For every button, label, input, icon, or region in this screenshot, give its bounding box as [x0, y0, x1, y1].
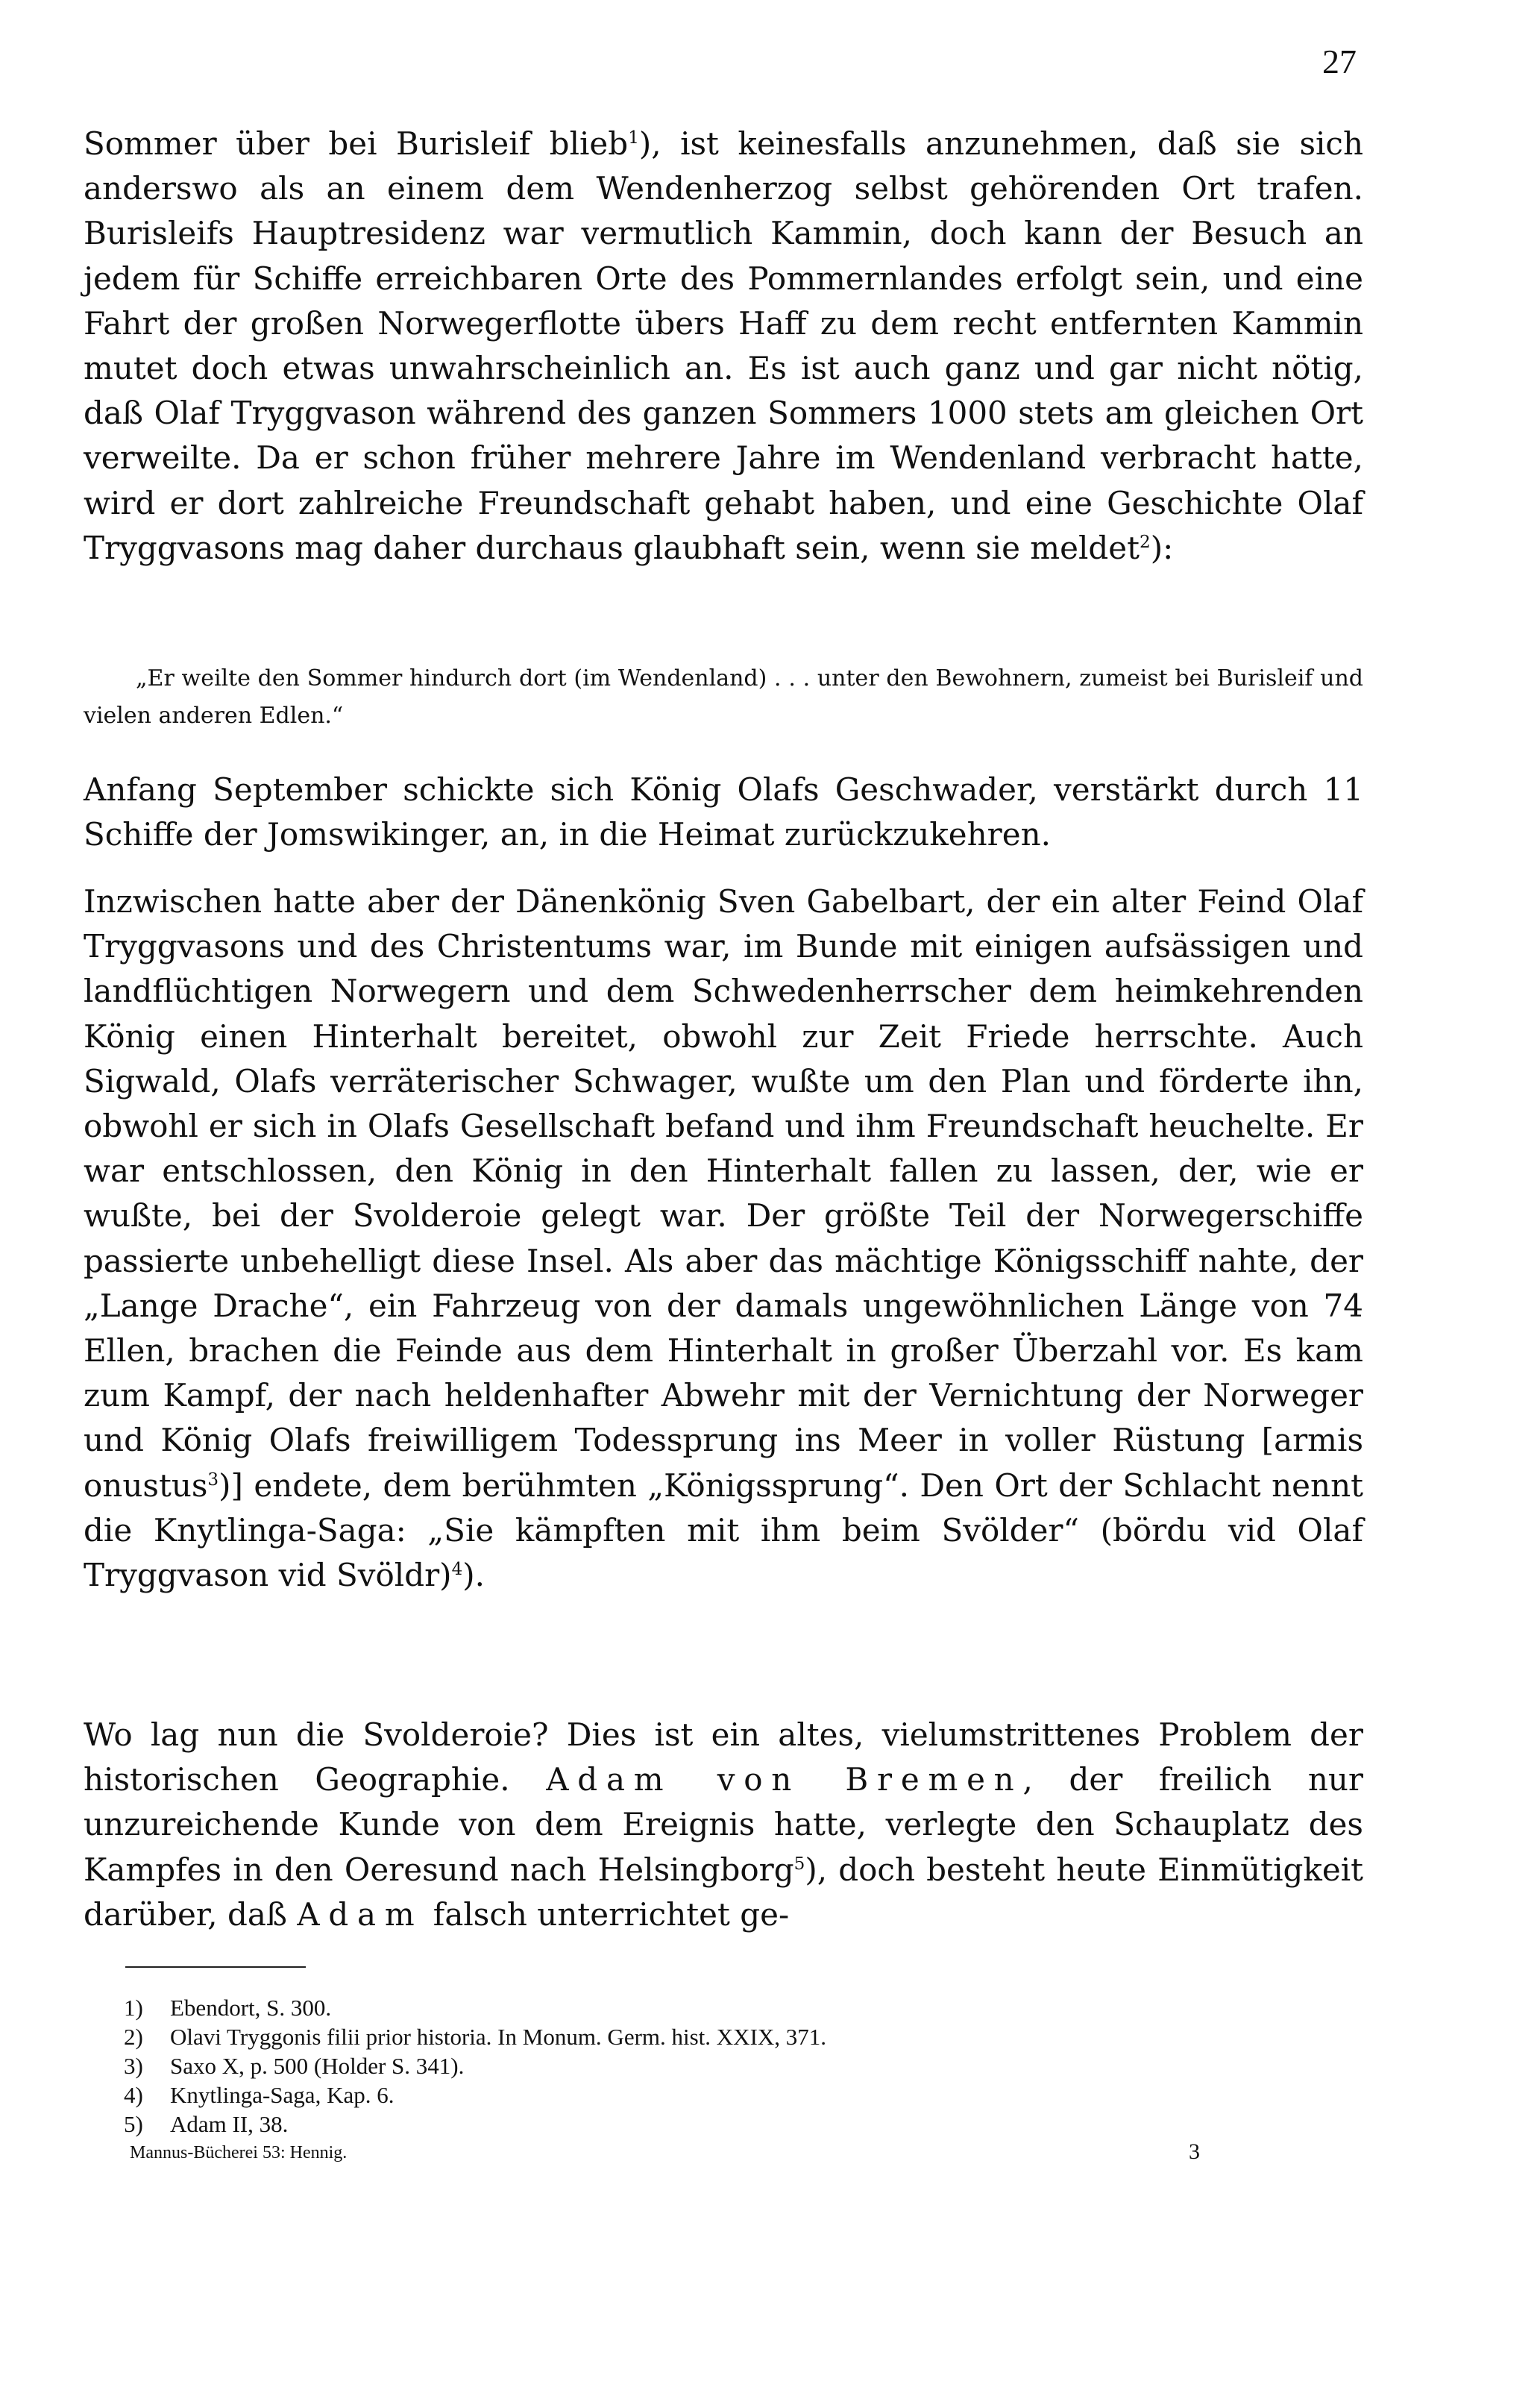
author-name-adam-von-bremen: Adam von Bremen [546, 1761, 1023, 1798]
footnote-mark: 4) [124, 2082, 143, 2108]
footnote-ref-5: 5 [793, 1854, 805, 1874]
paragraph-3 [84, 879, 1363, 1598]
page-number: 27 [1322, 43, 1357, 81]
footnote-text: Knytlinga-Saga, Kap. 6. [170, 2082, 395, 2108]
footnote-text: Olavi Tryggonis filii prior historia. In Monum. Germ. hist. XXIX, 371. [170, 2024, 827, 2050]
paragraph-4-text-d: falsch unterrichtet ge- [423, 1895, 790, 1933]
footnote-mark: 3) [124, 2053, 143, 2079]
paragraph-1 [84, 122, 1363, 571]
footnote-1 [124, 1993, 1242, 2022]
paragraph-3-text-c: ). [462, 1557, 485, 1594]
paragraph-3-text-b: )] endete, dem berühmten „Königssprung“. Den Ort der Schlacht nennt die Knytlinga-Saga: „Sie kämpften mit ihm beim Svölder“ (bördu vid Olaf Tryggvason vid Svöldr) [84, 1467, 1363, 1594]
signature-mark: 3 [1189, 2139, 1200, 2164]
footnote-3 [124, 2051, 1242, 2080]
paragraph-1-text-a: Sommer über bei Burisleif blieb [84, 125, 629, 162]
footnote-mark: 2) [124, 2024, 143, 2050]
footnote-mark: 1) [124, 1995, 143, 2021]
paragraph-4-text-a: Wo lag nun die Svolderoie? Dies ist ein altes, vielumstrittenes Problem der historischen Geographie. [84, 1716, 1363, 1798]
footnote-ref-3: 3 [207, 1469, 219, 1490]
footnote-divider [125, 1966, 306, 1968]
paragraph-2: Anfang September schickte sich König Olafs Geschwader, verstärkt durch 11 Schiffe der Jomswikinger, an, in die Heimat zurückzukehren. [84, 771, 1363, 853]
author-name-adam: Adam [297, 1895, 424, 1933]
paragraph-1-text-b: ), ist keinesfalls anzunehmen, daß sie sich anderswo als an einem dem Wendenherzog selbst gehörenden Ort trafen. Burisleifs Hauptresidenz war vermutlich Kammin, doch kann der Besuch an jedem für Schiffe erreichbaren Orte des Pommernlandes erfolgt sein, und eine Fahrt der großen Norwegerflotte übers Haff zu dem recht entfernten Kammin mutet doch etwas unwahrscheinlich an. Es ist auch ganz und gar nicht nötig, daß Olaf Tryggvason während des ganzen Sommers 1000 stets am gleichen Ort verweilte. Da er schon früher mehrere Jahre im Wendenland verbracht hatte, wird er dort zahlreiche Freundschaft gehabt haben, und eine Geschichte Olaf Tryggvasons mag daher durchaus glaubhaft sein, wenn sie meldet [84, 125, 1364, 566]
footnote-4 [124, 2080, 1242, 2109]
footnote-2 [124, 2022, 1242, 2051]
footnote-text: Saxo X, p. 500 (Holder S. 341). [170, 2053, 465, 2079]
paragraph-4-text-b: , der freilich nur unzureichende Kunde von dem Ereignis hatte, verlegte den Schauplatz des Kampfes in den Oeresund nach Helsingborg [84, 1761, 1363, 1888]
paragraph-4-text-c: ), doch besteht heute Einmütigkeit darüber, daß [84, 1851, 1363, 1933]
footnote-ref-1: 1 [628, 128, 639, 148]
footnote-text: Ebendort, S. 300. [170, 1995, 332, 2021]
paragraph-4 [84, 1713, 1363, 1937]
block-quote: „Er weilte den Sommer hindurch dort (im Wendenland) . . . unter den Bewohnern, zumeist bei Burisleif und vielen anderen Edlen.“ [84, 665, 1363, 729]
paragraph-1-text-c: ): [1150, 529, 1174, 566]
series-imprint: Mannus-Bücherei 53: Hennig. [130, 2143, 348, 2162]
footnote-mark: 5) [124, 2111, 143, 2137]
footnote-text: Adam II, 38. [170, 2111, 289, 2137]
footnote-ref-4: 4 [451, 1560, 463, 1580]
paragraph-3-text-a: Inzwischen hatte aber der Dänenkönig Sven Gabelbart, der ein alter Feind Olaf Tryggvasons und des Christentums war, im Bunde mit einigen aufsässigen und landflüchtigen Norwegern und dem Schwedenherrscher dem heimkehrenden König einen Hinterhalt bereitet, obwohl zur Zeit Friede herrschte. Auch Sigwald, Olafs verräterischer Schwager, wußte um den Plan und förderte ihn, obwohl er sich in Olafs Gesellschaft befand und ihm Freundschaft heuchelte. Er war entschlossen, den König in den Hinterhalt fallen zu lassen, der, wie er wußte, bei der Svolderoie gelegt war. Der größte Teil der Norwegerschiffe passierte unbehelligt diese Insel. Als aber das mächtige Königsschiff nahte, der „Lange Drache“, ein Fahrzeug von der damals ungewöhnlichen Länge von 74 Ellen, brachen die Feinde aus dem Hinterhalt in großer Überzahl vor. Es kam zum Kampf, der nach heldenhafter Abwehr mit der Vernichtung der Norweger und König Olafs freiwilligem Todessprung ins Meer in voller Rüstung [armis onustus [84, 883, 1363, 1504]
footnotes [124, 1993, 1242, 2139]
footnote-ref-2: 2 [1140, 532, 1151, 552]
footnote-5 [124, 2109, 1242, 2139]
